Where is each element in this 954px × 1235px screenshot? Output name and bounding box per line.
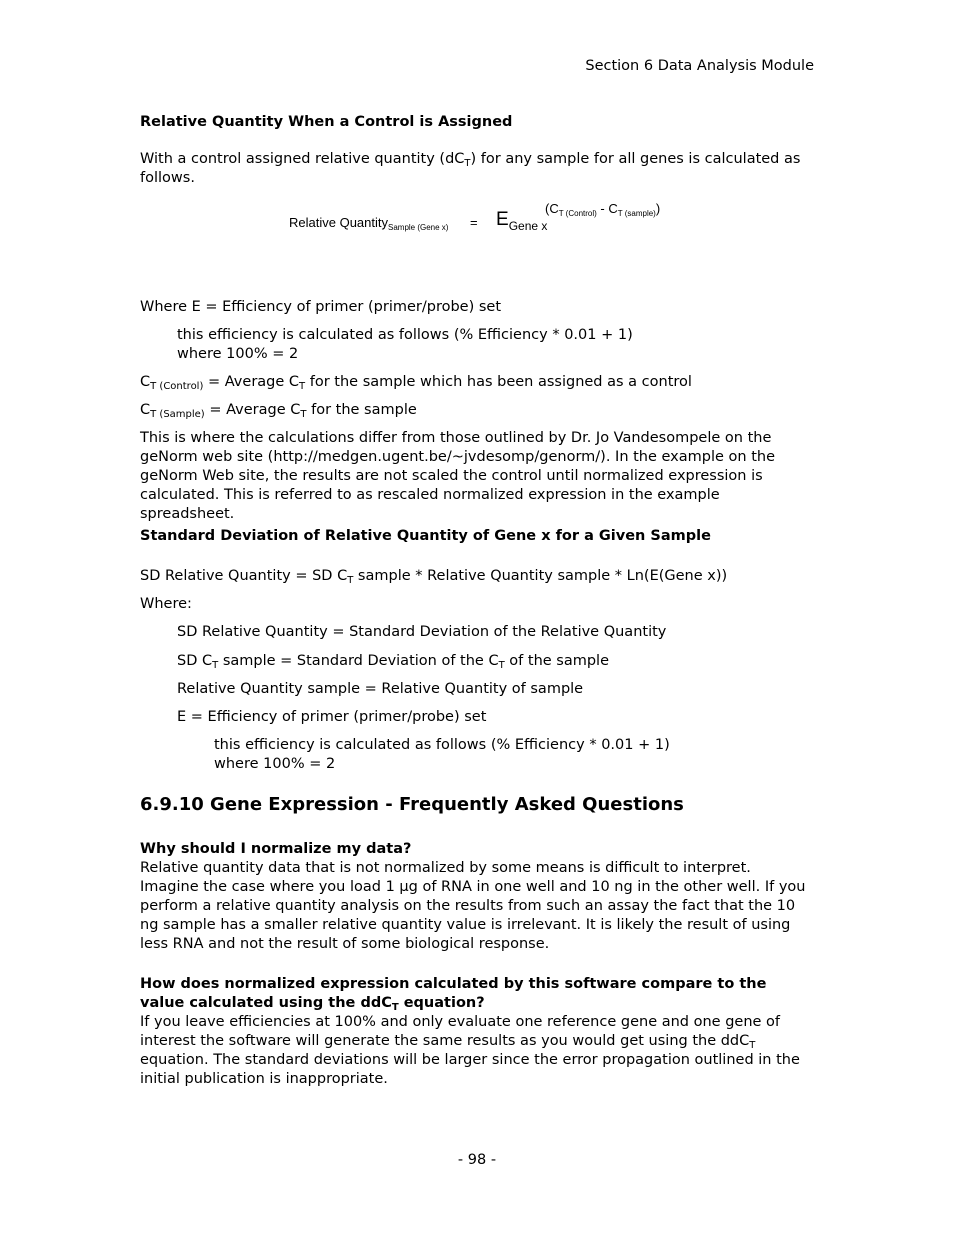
faq-a2: If you leave efficiencies at 100% and only evaluate one reference gene and one gene of interest the software will generate the same results as you would get using the ddC$_T$ equation. The standard deviations will be larger since the error propagation outlined in the initial publication is inappropriate. [140,1014,800,1087]
sd-equation: SD Relative Quantity = SD $C_T$ sample * Relative Quantity sample * Ln(E(Gene x)) [140,568,728,586]
sd-heading: Standard Deviation of Relative Quantity of Gene x for a Given Sample [140,528,711,544]
formula-equals: = [470,215,478,230]
ct-control-def: $C_{T (Control)}$ = Average $C_T$ for the sample which has been assigned as a control [140,374,692,392]
page-number: - 98 - [457,1152,497,1168]
rq-heading: Relative Quantity When a Control is Assigned [140,114,513,130]
faq-q1: Why should I normalize my data? [140,841,412,857]
faq-q2: How does normalized expression calculated by this software compare to the value calculated using the ddC$_T$ equation? [140,976,767,1013]
eff-line2: where 100% = 2 [177,346,299,362]
rq-intro: With a control assigned relative quantity $(dC_T)$ for any sample for all genes is calculated as follows. [140,151,801,186]
formula-base: $E_{Gene x}$ [496,209,548,233]
where-e: Where E = Efficiency of primer (primer/probe) set [140,299,502,315]
formula-exponent: $(C_{T (Control)} - C_{T (sample)})$ [545,201,661,218]
formula-lhs: Relative Quantity$_{Sample (Gene x)}$ [289,215,449,232]
sd-def4: E = Efficiency of primer (primer/probe) set [177,709,487,725]
ct-sample-def: $C_{T (Sample)}$ = Average $C_T$ for the sample [140,402,417,420]
sd-def3: Relative Quantity sample = Relative Quantity of sample [177,681,584,697]
sd-eff-line1: this efficiency is calculated as follows (% Efficiency * 0.01 + 1) [214,737,670,753]
sd-eff-line2: where 100% = 2 [214,756,336,772]
genorm-paragraph: This is where the calculations differ from those outlined by Dr. Jo Vandesompele on the geNorm web site (http://medgen.ugent.be/~jvdesomp/genorm/). In the example on the geNorm Web site, the results are not scaled the control until normalized expression is calculated. This is referred to as rescaled normalized expression in the example spreadsheet. [140,430,776,522]
sd-def2: SD $C_T$ sample = Standard Deviation of the $C_T$ of the sample [177,653,610,671]
faq-heading: 6.9.10 Gene Expression - Frequently Asked Questions [140,794,684,815]
running-header: Section 6 Data Analysis Module [585,58,814,74]
sd-where: Where: [140,596,192,612]
faq-a1: Relative quantity data that is not normalized by some means is difficult to interpret. Imagine the case where you load 1 µg of RNA in one well and 10 ng in the other well. If you perform a relative quantity analysis on the results from such an assay the fact that the 10 ng sample has a smaller relative quantity value is irrelevant. It is likely the result of using less RNA and not the result of some biological response. [140,860,806,952]
sd-def1: SD Relative Quantity = Standard Deviation of the Relative Quantity [177,624,667,640]
eff-line1: this efficiency is calculated as follows (% Efficiency * 0.01 + 1) [177,327,633,343]
